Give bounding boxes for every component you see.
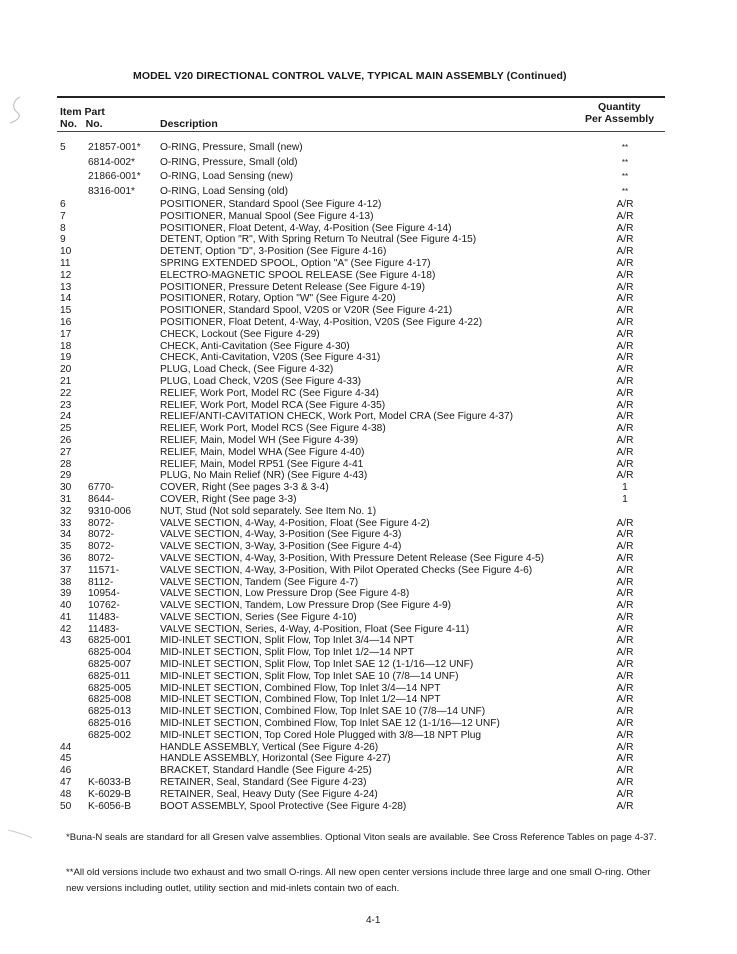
table-row — [0, 518, 737, 530]
binding-mark-lower — [6, 828, 34, 846]
part-number: 8112- — [88, 576, 114, 588]
item-number: 29 — [60, 470, 72, 482]
table-row — [0, 588, 737, 600]
quantity: A/R — [616, 682, 634, 694]
description: MID-INLET SECTION, Combined Flow, Top Inlet SAE 12 (1-1/16—12 UNF) — [160, 718, 500, 730]
item-number: 35 — [60, 541, 72, 553]
quantity: A/R — [616, 788, 634, 800]
quantity: A/R — [616, 647, 634, 659]
description: RETAINER, Seal, Heavy Duty (See Figure 4-24) — [160, 788, 378, 800]
description: VALVE SECTION, 4-Way, 3-Position, With Pilot Operated Checks (See Figure 4-6) — [160, 564, 533, 576]
description: VALVE SECTION, Low Pressure Drop (See Figure 4-8) — [160, 588, 410, 600]
part-number: 10762- — [88, 600, 120, 612]
description: MID-INLET SECTION, Top Cored Hole Plugged with 3/8—18 NPT Plug — [160, 729, 482, 741]
description: POSITIONER, Float Detent, 4-Way, 4-Position, V20S (See Figure 4-22) — [160, 316, 483, 328]
quantity: A/R — [616, 600, 634, 612]
quantity: A/R — [616, 269, 634, 281]
quantity: A/R — [616, 423, 634, 435]
quantity: A/R — [616, 753, 634, 765]
item-number: 40 — [60, 600, 72, 612]
part-number: 8072- — [88, 529, 115, 541]
table-row — [0, 765, 737, 777]
table-row — [0, 789, 737, 801]
quantity: A/R — [616, 588, 634, 600]
item-number: 23 — [60, 399, 72, 411]
table-row — [0, 341, 737, 353]
item-number: 47 — [60, 777, 72, 789]
table-row — [0, 577, 737, 589]
part-number: 6825-004 — [88, 647, 132, 659]
part-number: K-6029-B — [88, 788, 132, 800]
description: BRACKET, Standard Handle (See Figure 4-25) — [160, 765, 372, 777]
table-row — [0, 411, 737, 423]
table-row — [0, 600, 737, 612]
item-number: 12 — [60, 269, 72, 281]
part-number: 6825-005 — [88, 682, 132, 694]
description: POSITIONER, Standard Spool (See Figure 4-12) — [160, 199, 382, 210]
table-row — [0, 777, 737, 789]
item-number: 28 — [60, 458, 72, 470]
quantity: A/R — [616, 257, 634, 269]
quantity: A/R — [616, 352, 634, 364]
item-number: 42 — [60, 623, 72, 635]
quantity: A/R — [616, 340, 634, 352]
table-row — [0, 671, 737, 683]
description: MID-INLET SECTION, Combined Flow, Top Inlet SAE 10 (7/8—14 UNF) — [160, 706, 486, 718]
description: CHECK, Anti-Cavitation, V20S (See Figure 4-31) — [160, 352, 381, 364]
description: COVER, Right (See pages 3-3 & 3-4) — [160, 482, 329, 494]
item-number: 8 — [60, 222, 66, 234]
item-number: 9 — [60, 234, 66, 246]
header-item-part: Item Part — [60, 106, 105, 118]
item-number: 26 — [60, 434, 72, 446]
item-number: 45 — [60, 753, 72, 765]
item-number: 11 — [60, 257, 71, 269]
description: NUT, Stud (Not sold separately. See Item No. 1) — [160, 505, 377, 517]
item-number: 38 — [60, 576, 72, 588]
item-number: 33 — [60, 517, 72, 529]
description: O-RING, Pressure, Small (new) — [160, 142, 303, 153]
quantity: A/R — [616, 458, 634, 470]
part-number: 11571- — [88, 564, 119, 576]
parts-table — [0, 141, 737, 812]
description: VALVE SECTION, Series (See Figure 4-10) — [160, 611, 357, 623]
table-row — [0, 293, 737, 305]
item-number: 20 — [60, 364, 72, 376]
table-row — [0, 753, 737, 765]
description: VALVE SECTION, 4-Way, 3-Position (See Figure 4-3) — [160, 529, 402, 541]
header-per-assembly: Per Assembly — [585, 113, 655, 125]
part-number: 8316-001* — [88, 185, 136, 197]
quantity: A/R — [616, 411, 634, 423]
item-number: 27 — [60, 446, 72, 458]
title-rule — [57, 96, 665, 98]
quantity: A/R — [616, 694, 634, 706]
description: MID-INLET SECTION, Combined Flow, Top Inlet 3/4—14 NPT — [160, 682, 441, 694]
item-number: 6 — [60, 199, 66, 210]
footnote-buna: *Buna-N seals are standard for all Gresen valve assemblies. Optional Viton seals are available. See Cross Reference Tables on page 4-37. — [66, 832, 657, 843]
description: POSITIONER, Standard Spool, V20S or V20R (See Figure 4-21) — [160, 305, 453, 317]
table-row — [0, 388, 737, 400]
description: VALVE SECTION, 4-Way, 4-Position, Float (See Figure 4-2) — [160, 517, 430, 529]
description: POSITIONER, Rotary, Option "W" (See Figure 4-20) — [160, 293, 396, 305]
item-number: 48 — [60, 788, 72, 800]
part-number: 6825-011 — [88, 670, 131, 682]
description: VALVE SECTION, 3-Way, 3-Position (See Figure 4-4) — [160, 541, 402, 553]
quantity: A/R — [616, 670, 634, 682]
item-number: 13 — [60, 281, 72, 293]
item-number: 14 — [60, 293, 72, 305]
quantity: A/R — [616, 281, 634, 293]
quantity: A/R — [616, 199, 634, 210]
description: MID-INLET SECTION, Split Flow, Top Inlet 3/4—14 NPT — [160, 635, 414, 647]
part-number: 6825-008 — [88, 694, 132, 706]
description: HANDLE ASSEMBLY, Vertical (See Figure 4-26) — [160, 741, 379, 753]
item-number: 50 — [60, 800, 72, 812]
item-number: 19 — [60, 352, 72, 364]
table-row — [0, 423, 737, 435]
item-number: 22 — [60, 387, 72, 399]
table-row — [0, 565, 737, 577]
table-row — [0, 447, 737, 459]
table-row — [0, 718, 737, 730]
page-number: 4-1 — [366, 915, 381, 926]
description: HANDLE ASSEMBLY, Horizontal (See Figure 4-27) — [160, 753, 391, 765]
quantity: A/R — [616, 706, 634, 718]
table-row — [0, 612, 737, 624]
part-number: 6825-016 — [88, 718, 132, 730]
table-row — [0, 156, 737, 171]
quantity: A/R — [616, 659, 634, 671]
table-row — [0, 223, 737, 235]
quantity: ** — [621, 157, 629, 167]
item-number: 39 — [60, 588, 72, 600]
table-row — [0, 282, 737, 294]
description: O-RING, Load Sensing (old) — [160, 185, 288, 197]
quantity: A/R — [616, 434, 634, 446]
description: VALVE SECTION, Series, 4-Way, 4-Position, Float (See Figure 4-11) — [160, 623, 470, 635]
quantity: 1 — [622, 493, 628, 505]
quantity: A/R — [616, 446, 634, 458]
item-number: 24 — [60, 411, 72, 423]
description: RELIEF, Main, Model RP51 (See Figure 4-41 — [160, 458, 364, 470]
item-number: 15 — [60, 305, 72, 317]
table-row — [0, 706, 737, 718]
description: CHECK, Lockout (See Figure 4-29) — [160, 328, 320, 340]
table-row — [0, 185, 737, 200]
item-number: 7 — [60, 210, 66, 222]
description: O-RING, Load Sensing (new) — [160, 171, 294, 182]
part-number: 8644- — [88, 493, 115, 505]
quantity: A/R — [616, 729, 634, 741]
description: VALVE SECTION, Tandem, Low Pressure Drop (See Figure 4-9) — [160, 600, 452, 612]
table-row — [0, 694, 737, 706]
table-row — [0, 234, 737, 246]
table-row — [0, 141, 737, 156]
description: POSITIONER, Manual Spool (See Figure 4-13) — [160, 210, 374, 222]
part-number: 6825-001 — [88, 635, 132, 647]
part-number: 11483- — [88, 623, 119, 635]
quantity: ** — [621, 186, 629, 196]
part-number: 9310-006 — [88, 505, 132, 517]
footnote-orings: **All old versions include two exhaust and two small O-rings. All new open center versions include three large and one small O-ring. Other new versions including outlet, utility section and mid-inlets contain two of each. — [66, 867, 651, 894]
description: PLUG, Load Check, V20S (See Figure 4-33) — [160, 375, 362, 387]
quantity: ** — [621, 143, 629, 152]
part-number: 6825-007 — [88, 659, 132, 671]
table-row — [0, 659, 737, 671]
description: RELIEF/ANTI-CAVITATION CHECK, Work Port, Model CRA (See Figure 4-37) — [160, 411, 514, 423]
item-number: 10 — [60, 246, 72, 258]
table-row — [0, 435, 737, 447]
description: MID-INLET SECTION, Split Flow, Top Inlet SAE 12 (1-1/16—12 UNF) — [160, 659, 474, 671]
description: RETAINER, Seal, Standard (See Figure 4-23) — [160, 777, 367, 789]
table-row — [0, 647, 737, 659]
item-number: 5 — [60, 142, 66, 153]
quantity: A/R — [616, 517, 634, 529]
table-row — [0, 329, 737, 341]
description: MID-INLET SECTION, Split Flow, Top Inlet SAE 10 (7/8—14 UNF) — [160, 670, 459, 682]
table-row — [0, 270, 737, 282]
binding-mark — [6, 95, 30, 125]
quantity: A/R — [616, 316, 634, 328]
item-number: 43 — [60, 635, 72, 647]
quantity: A/R — [616, 222, 634, 234]
part-number: 6814-002* — [88, 156, 136, 168]
item-number: 21 — [60, 375, 72, 387]
table-row — [0, 211, 737, 223]
quantity: A/R — [616, 293, 634, 305]
quantity: A/R — [616, 529, 634, 541]
page-title: MODEL V20 DIRECTIONAL CONTROL VALVE, TYPICAL MAIN ASSEMBLY (Continued) — [133, 70, 567, 82]
table-row — [0, 376, 737, 388]
description: RELIEF, Work Port, Model RC (See Figure 4-34) — [160, 387, 379, 399]
table-row — [0, 801, 737, 813]
item-number: 37 — [60, 564, 72, 576]
quantity: A/R — [616, 576, 634, 588]
table-row — [0, 494, 737, 506]
part-number: 6825-002 — [88, 729, 132, 741]
part-number: 6825-013 — [88, 706, 132, 718]
description: MID-INLET SECTION, Combined Flow, Top Inlet 1/2—14 NPT — [160, 694, 441, 706]
quantity: A/R — [616, 375, 634, 387]
part-number: 6770- — [88, 482, 115, 494]
description: RELIEF, Main, Model WHA (See Figure 4-40) — [160, 446, 365, 458]
quantity: A/R — [616, 611, 634, 623]
description: O-RING, Pressure, Small (old) — [160, 156, 298, 168]
header-rule — [57, 131, 665, 132]
quantity: A/R — [616, 635, 634, 647]
table-row — [0, 400, 737, 412]
quantity: A/R — [616, 564, 634, 576]
quantity: A/R — [616, 470, 634, 482]
part-number: K-6056-B — [88, 800, 132, 812]
description: DETENT, Option "D", 3-Position (See Figure 4-16) — [160, 246, 387, 258]
item-number: 36 — [60, 552, 72, 564]
item-number: 41 — [60, 611, 72, 623]
table-row — [0, 553, 737, 565]
table-row — [0, 352, 737, 364]
description: POSITIONER, Pressure Detent Release (See Figure 4-19) — [160, 281, 425, 293]
quantity: A/R — [616, 364, 634, 376]
part-number: 10954- — [88, 588, 120, 600]
table-row — [0, 742, 737, 754]
table-row — [0, 170, 737, 185]
description: DETENT, Option "R", With Spring Return To Neutral (See Figure 4-15) — [160, 234, 477, 246]
table-row — [0, 730, 737, 742]
table-row — [0, 541, 737, 553]
part-number: 8072- — [88, 517, 115, 529]
quantity: A/R — [616, 718, 634, 730]
description: BOOT ASSEMBLY, Spool Protective (See Figure 4-28) — [160, 800, 407, 812]
description: COVER, Right (See page 3-3) — [160, 493, 297, 505]
quantity: ** — [621, 172, 629, 181]
table-row — [0, 258, 737, 270]
table-row — [0, 635, 737, 647]
quantity: A/R — [616, 210, 634, 222]
quantity: A/R — [616, 741, 634, 753]
part-number: 11483- — [88, 611, 119, 623]
description: SPRING EXTENDED SPOOL, Option "A" (See Figure 4-17) — [160, 257, 431, 269]
quantity: A/R — [616, 387, 634, 399]
table-row — [0, 317, 737, 329]
table-row — [0, 470, 737, 482]
quantity: A/R — [616, 552, 634, 564]
quantity: A/R — [616, 541, 634, 553]
part-number: 21866-001* — [88, 171, 141, 182]
description: CHECK, Anti-Cavitation (See Figure 4-30) — [160, 340, 350, 352]
quantity: A/R — [616, 328, 634, 340]
item-number: 32 — [60, 505, 72, 517]
table-row — [0, 529, 737, 541]
quantity: A/R — [616, 623, 634, 635]
description: ELECTRO-MAGNETIC SPOOL RELEASE (See Figure 4-18) — [160, 269, 436, 281]
quantity: 1 — [622, 482, 628, 494]
description: PLUG, No Main Relief (NR) (See Figure 4-43) — [160, 470, 368, 482]
item-number: 16 — [60, 316, 72, 328]
header-description: Description — [160, 118, 218, 130]
description: POSITIONER, Float Detent, 4-Way, 4-Position (See Figure 4-14) — [160, 222, 452, 234]
item-number: 18 — [60, 340, 72, 352]
description: RELIEF, Work Port, Model RCS (See Figure 4-38) — [160, 423, 386, 435]
quantity: A/R — [616, 246, 634, 258]
item-number: 31 — [60, 493, 72, 505]
quantity: A/R — [616, 399, 634, 411]
item-number: 44 — [60, 741, 72, 753]
part-number: 21857-001* — [88, 142, 141, 153]
part-number: K-6033-B — [88, 777, 132, 789]
description: VALVE SECTION, Tandem (See Figure 4-7) — [160, 576, 359, 588]
description: MID-INLET SECTION, Split Flow, Top Inlet 1/2—14 NPT — [160, 647, 414, 659]
quantity: A/R — [616, 234, 634, 246]
header-no: No. No. — [60, 118, 103, 130]
item-number: 46 — [60, 765, 72, 777]
quantity: A/R — [616, 305, 634, 317]
table-row — [0, 364, 737, 376]
part-number: 8072- — [88, 552, 115, 564]
table-row — [0, 246, 737, 258]
table-row — [0, 506, 737, 518]
table-row — [0, 683, 737, 695]
table-row — [0, 482, 737, 494]
table-row — [0, 624, 737, 636]
part-number: 8072- — [88, 541, 115, 553]
table-row — [0, 305, 737, 317]
description: RELIEF, Main, Model WH (See Figure 4-39) — [160, 434, 359, 446]
item-number: 25 — [60, 423, 72, 435]
description: PLUG, Load Check, (See Figure 4-32) — [160, 364, 334, 376]
quantity: A/R — [616, 765, 634, 777]
quantity: A/R — [616, 777, 634, 789]
description: RELIEF, Work Port, Model RCA (See Figure 4-35) — [160, 399, 386, 411]
item-number: 17 — [60, 328, 72, 340]
table-row — [0, 459, 737, 471]
description: VALVE SECTION, 4-Way, 3-Position, With Pressure Detent Release (See Figure 4-5) — [160, 552, 545, 564]
quantity: A/R — [616, 800, 634, 812]
table-row — [0, 199, 737, 211]
header-quantity: Quantity — [598, 101, 641, 113]
item-number: 34 — [60, 529, 72, 541]
item-number: 30 — [60, 482, 72, 494]
